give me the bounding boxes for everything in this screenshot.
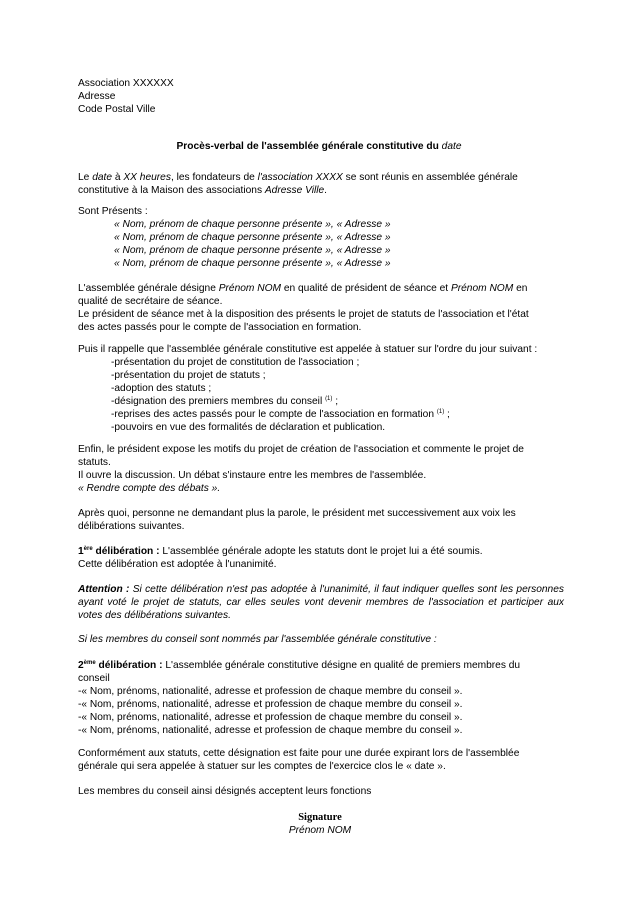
intro-text: constitutive à la Maison des associations	[78, 185, 263, 196]
agenda-item-text: ;	[447, 409, 450, 420]
agenda-item-text: ;	[335, 396, 339, 407]
debate-text: Enfin, le président expose les motifs du projet de création de l'association et commente le projet de	[78, 444, 524, 455]
deliberation-2	[78, 659, 564, 737]
page-title	[0, 140, 638, 153]
deliberation-text: L'assemblée générale constitutive désigne en qualité de premiers membres du	[165, 660, 521, 671]
footnote-ref: (1)	[436, 409, 445, 415]
debate-placeholder: « Rendre compte des débats ».	[78, 483, 221, 494]
deliberation-number: 1	[78, 546, 84, 557]
agenda-item: -présentation du projet de statuts ;	[111, 370, 266, 381]
designation-paragraph	[78, 282, 564, 334]
council-member: -« Nom, prénoms, nationalité, adresse et profession de chaque membre du conseil ».	[78, 712, 463, 723]
present-section	[78, 205, 564, 270]
present-item: « Nom, prénom de chaque personne présente », « Adresse »	[114, 258, 391, 269]
designation-text: L'assemblée générale désigne	[78, 283, 216, 294]
conformity-text: Conformément aux statuts, cette désignation est faite pour une durée expirant lors de l'assemblée	[78, 748, 520, 759]
secretary-name: Prénom NOM	[450, 283, 514, 294]
title-main: Procès-verbal de l'assemblée générale constitutive du	[176, 141, 439, 152]
intro-paragraph	[78, 171, 564, 197]
intro-text: à	[114, 172, 121, 183]
deliberation-ordinal: ère	[83, 546, 93, 552]
designation-text: qualité de secrétaire de séance.	[78, 296, 223, 307]
intro-date: date	[92, 172, 113, 183]
attention-text: Si cette délibération n'est pas adoptée à l'unanimité, il faut indiquer quelles sont les personnes ayant voté le projet de statuts, car elles seules vont devenir membres de l'association et participer aux votes des délibérations suivantes.	[78, 584, 564, 621]
deliberation-number: 2	[78, 660, 84, 671]
deliberation-label: délibération :	[95, 546, 160, 557]
deliberation-ordinal: ème	[83, 660, 96, 666]
title-date: date	[441, 141, 462, 152]
debate-text: statuts.	[78, 457, 111, 468]
vote-text: Après quoi, personne ne demandant plus la parole, le président met successivement aux voix les	[78, 508, 516, 519]
signature-block	[240, 811, 400, 837]
president-name: Prénom NOM	[218, 283, 281, 294]
present-item: « Nom, prénom de chaque personne présente », « Adresse »	[114, 245, 391, 256]
intro-hours: XX heures	[123, 172, 171, 183]
intro-text: se sont réunis en assemblée générale	[345, 172, 518, 183]
conformity-paragraph	[78, 747, 564, 773]
deliberation-text: L'assemblée générale adopte les statuts dont le projet lui a été soumis.	[162, 546, 483, 557]
vote-paragraph	[78, 507, 564, 533]
deliberation-1	[78, 545, 564, 571]
present-heading: Sont Présents :	[78, 206, 148, 217]
sender-block	[78, 77, 564, 116]
agenda-item: -adoption des statuts ;	[111, 383, 212, 394]
intro-text: , les fondateurs de	[170, 172, 255, 183]
association-name: Association XXXXXX	[78, 78, 174, 89]
footnote-ref: (1)	[325, 396, 333, 402]
conseil-note-text: Si les membres du conseil sont nommés par l'assemblée générale constitutive :	[78, 634, 437, 645]
attention-label: Attention :	[78, 584, 130, 595]
council-member: -« Nom, prénoms, nationalité, adresse et profession de chaque membre du conseil ».	[78, 699, 463, 710]
present-item: « Nom, prénom de chaque personne présente », « Adresse »	[114, 219, 391, 230]
intro-text: Le	[78, 172, 90, 183]
deliberation-label: délibération :	[98, 660, 163, 671]
association-address: Adresse	[78, 91, 116, 102]
council-member: -« Nom, prénoms, nationalité, adresse et profession de chaque membre du conseil ».	[78, 725, 463, 736]
conformity-text: générale qui sera appelée à statuer sur les comptes de l'exercice clos le « date ».	[78, 761, 446, 772]
agenda-item	[78, 395, 564, 408]
agenda-intro: Puis il rappelle que l'assemblée générale constitutive est appelée à statuer sur l'ordre du jour suivant :	[78, 344, 538, 355]
signature-name: Prénom NOM	[288, 825, 352, 836]
intro-text: .	[324, 185, 328, 196]
agenda-item	[78, 408, 564, 421]
designation-text: en qualité de président de séance et	[283, 283, 449, 294]
designation-text: Le président de séance met à la disposition des présents le projet de statuts de l'association et l'état	[78, 309, 529, 320]
signature-title: Signature	[298, 812, 342, 823]
agenda-item: -pouvoirs en vue des formalités de déclaration et publication.	[111, 422, 386, 433]
agenda-item-text: -désignation des premiers membres du conseil	[111, 396, 323, 407]
deliberation-text: conseil	[78, 673, 110, 684]
agenda-section	[78, 343, 564, 434]
agenda-item-text: -reprises des actes passés pour le compte de l'association en formation	[111, 409, 435, 420]
council-member: -« Nom, prénoms, nationalité, adresse et profession de chaque membre du conseil ».	[78, 686, 463, 697]
debate-text: Il ouvre la discussion. Un débat s'instaure entre les membres de l'assemblée.	[78, 470, 427, 481]
conseil-note	[78, 633, 564, 646]
designation-text: des actes passés pour le compte de l'association en formation.	[78, 322, 362, 333]
attention-note	[78, 583, 564, 622]
designation-text: en	[516, 283, 528, 294]
intro-place: Adresse Ville	[264, 185, 325, 196]
association-postal-city: Code Postal Ville	[78, 104, 156, 115]
agenda-item: -présentation du projet de constitution de l'association ;	[111, 357, 360, 368]
present-item: « Nom, prénom de chaque personne présente », « Adresse »	[114, 232, 391, 243]
debate-paragraph	[78, 443, 564, 495]
vote-text: délibérations suivantes.	[78, 521, 185, 532]
intro-association: l'association XXXX	[257, 172, 343, 183]
acceptance-text: Les membres du conseil ainsi désignés acceptent leurs fonctions	[78, 786, 372, 797]
acceptance-paragraph	[78, 785, 564, 798]
deliberation-result: Cette délibération est adoptée à l'unanimité.	[78, 559, 277, 570]
